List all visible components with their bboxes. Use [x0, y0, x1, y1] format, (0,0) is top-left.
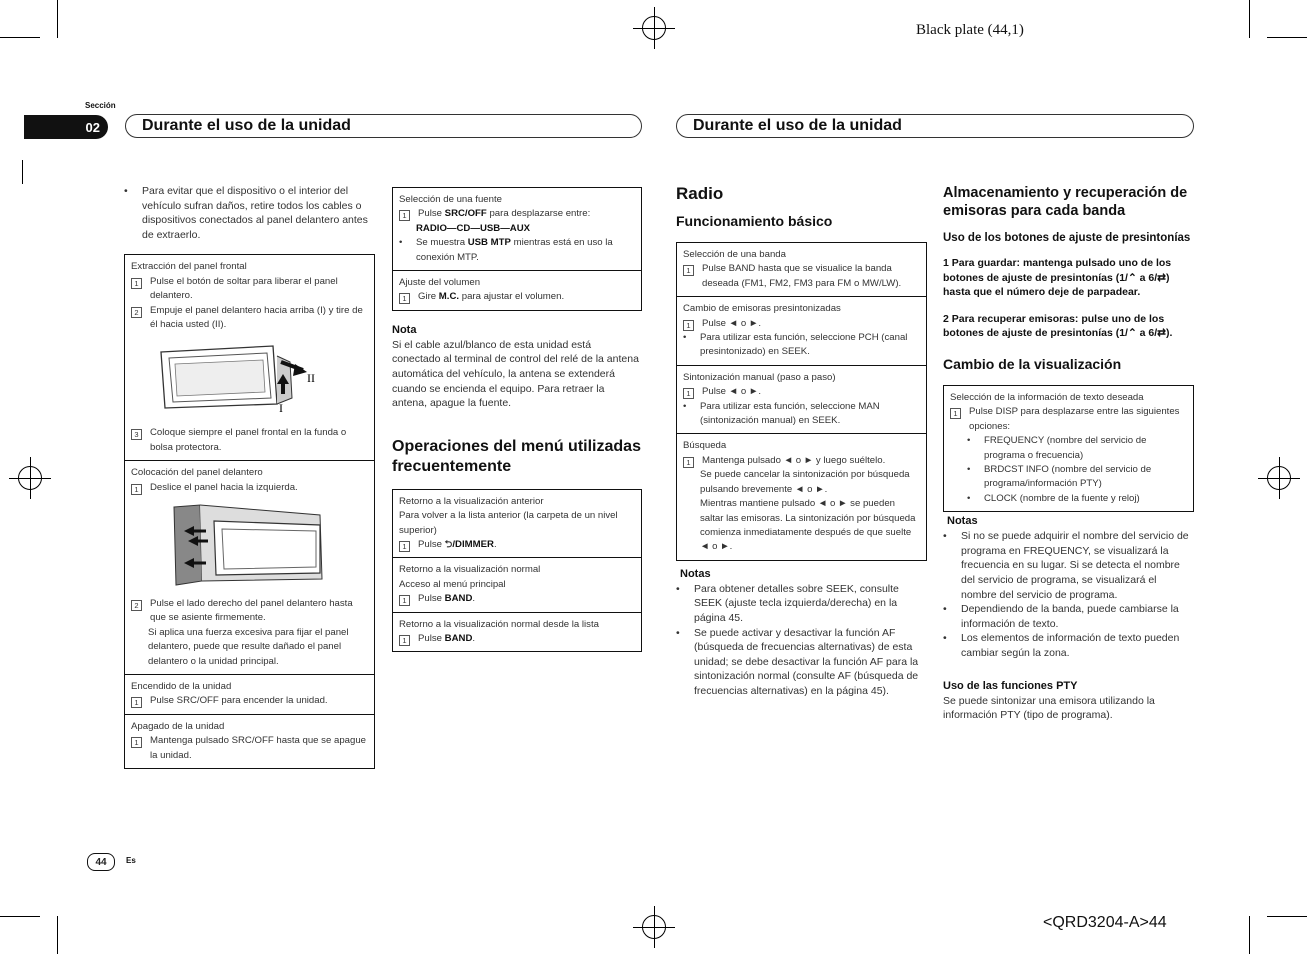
crop-mark — [1249, 916, 1250, 954]
crop-mark — [1249, 0, 1250, 38]
panel-attach-illustration — [170, 501, 330, 591]
menu-heading: Operaciones del menú utilizadas frecuentemente — [392, 437, 641, 475]
document-code: <QRD3204-A>44 — [1043, 914, 1167, 931]
box-title: Extracción del panel frontal — [131, 261, 247, 273]
display-change-heading: Cambio de la visualización — [943, 355, 1122, 372]
notes-heading: Notas — [680, 567, 711, 580]
box-title: Selección de la información de texto deseada — [950, 391, 1144, 403]
box-title: Sintonización manual (paso a paso) — [683, 371, 836, 383]
pty-heading: Uso de las funciones PTY — [943, 679, 1078, 692]
page-number: 44 — [87, 853, 115, 871]
step-1: 1 Para guardar: mantenga pulsado uno de los botones de ajuste de presintonías (1/⌃ a 6/⇄) hasta que el número deje de parpadear. — [943, 257, 1172, 299]
crop-mark — [0, 37, 40, 38]
registration-mark-icon — [18, 466, 42, 490]
box-title: Apagado de la unidad — [131, 720, 225, 732]
crop-mark — [1267, 37, 1307, 38]
language-code: Es — [126, 856, 136, 865]
box-title: Retorno a la visualización anterior — [399, 495, 544, 507]
section-title-left: Durante el uso de la unidad — [125, 114, 642, 138]
instruction-box-radio: Selección de una banda 1 Pulse BAND hasta que se visualice la banda deseada (FM1, FM2, FM3 para FM o MW/LW). Cambio de emisoras presintonizadas 1 Pulse ◄ o ►. • Para utilizar esta función, seleccione PCH (canal presintonizado) en SEEK. Sintonización manual (paso a paso) 1 Pulse ◄ o ►. • Para utilizar esta función, seleccione MAN (sintonización manual) en SEEK. Búsqueda 1 Mantenga pulsado ◄ o ► y luego suéltelo. Se puede cancelar la sintonización por búsqueda pulsando brevemente ◄ o ►. Mientras mantiene pulsado ◄ o ► se pueden saltar las emisoras. La sintonización por búsqueda comienza inmediatamente después de que suelte ◄ o ►. — [676, 242, 927, 561]
box-title: Cambio de emisoras presintonizadas — [683, 303, 841, 315]
radio-heading: Radio — [676, 184, 724, 203]
instruction-box-display: Selección de la información de texto deseada 1 Pulse DISP para desplazarse entre las siguientes opciones: • FREQUENCY (nombre del servicio de programa o frecuencia) • BRDCST INFO (nombre del servicio de programa/información PTY) • CLOCK (nombre de la fuente y reloj) — [943, 385, 1194, 512]
basic-operation-heading: Funcionamiento básico — [676, 213, 833, 229]
panel-removal-illustration — [155, 338, 345, 420]
box-title: Selección de una fuente — [399, 194, 502, 205]
intro-text: Para evitar que el dispositivo o el interior del vehículo sufran daños, retire todos los cables o dispositivos conectados al panel delantero antes de extraerlo. — [142, 185, 368, 241]
registration-mark-icon — [642, 16, 666, 40]
notes-heading: Notas — [947, 515, 978, 528]
note-text: Si el cable azul/blanco de esta unidad está conectado al terminal de control del relé de la antena automática del vehículo, la antena se extenderá cuando se encienda el equipo. Para retraer la antena, apague la fuente. — [392, 338, 639, 410]
column-2 — [392, 187, 642, 652]
step-2: 2 Para recuperar emisoras: pulse uno de los botones de ajuste de presintonías (1/⌃ a 6/⇄). — [943, 312, 1173, 340]
preset-buttons-heading: Uso de los botones de ajuste de presintonías — [943, 232, 1191, 244]
instruction-box-menu: Retorno a la visualización anterior Para volver a la lista anterior (la carpeta de un nivel superior) 1 Pulse ⮌/DIMMER. Retorno a la visualización normal Acceso al menú principal 1 Pulse BAND. Retorno a la visualización normal desde la lista 1 Pulse BAND. — [392, 489, 642, 653]
instruction-box-front-panel: Extracción del panel frontal 1 Pulse el botón de soltar para liberar el panel delantero. 2 Empuje el panel delantero hacia arriba (I) y tire de él hacia usted (II). II I 3 Coloque siempre el panel frontal en la funda o bolsa protectora. Colocación del panel delantero 1 Deslice el panel hacia la izquierda. 2 Pulse el lado derecho del panel delantero hasta que se asiente firmemente. Si aplica una fuerza excesiva para fijar el panel delantero, puede que resulte dañado el panel delantero o la unidad principal. Encendido de la unidad 1 Pulse SRC/OFF para encender la unidad. Apagado de la unidad 1 Mantenga pulsado SRC/OFF hasta que se apague la unidad. — [124, 254, 375, 769]
storage-heading: Almacenamiento y recuperación de emisoras para cada banda — [943, 185, 1188, 219]
column-4: Almacenamiento y recuperación de emisoras para cada banda Uso de los botones de ajuste de presintonías 1 Para guardar: mantenga pulsado uno de los botones de ajuste de presintonías (1/⌃ a 6/⇄) hasta que el número deje de parpadear. 2 Para recuperar emisoras: pulse uno de los botones de ajuste de presintonías (1/⌃ a 6/⇄). Cambio de la visualización Selección de la información de texto deseada 1 Pulse DISP para desplazarse entre las siguientes opciones: • FREQUENCY (nombre del servicio de programa o frecuencia) • BRDCST INFO (nombre del servicio de programa/información PTY) • CLOCK (nombre de la fuente y reloj) Notas • Si no se puede adquirir el nombre del servicio de programa en FREQUENCY, se visualizará la frecuencia en su lugar. Si se detecta el nombre del servicio de programa, se visualizará el nombre del servicio de programa. • Dependiendo de la banda, puede cambiarse la información de texto. • Los elementos de información de texto pueden cambiar según la zona. Uso de las funciones PTY Se puede sintonizar una emisora utilizando la información PTY (tipo de programa). — [943, 184, 1194, 723]
crop-mark — [0, 916, 40, 917]
note-heading: Nota — [392, 323, 417, 336]
section-label: Sección — [85, 101, 116, 110]
plate-label: Black plate (44,1) — [916, 22, 1024, 38]
box-title: Selección de una banda — [683, 249, 786, 260]
box-title: Retorno a la visualización normal desde la lista — [399, 618, 599, 630]
return-icon: ⮌ — [444, 539, 453, 551]
section-number-badge: 02 — [24, 115, 108, 139]
pty-text: Se puede sintonizar una emisora utilizando la información PTY (tipo de programa). — [943, 694, 1155, 722]
crop-mark — [22, 160, 23, 184]
crop-mark — [1267, 916, 1307, 917]
column-3: Radio Funcionamiento básico Selección de una banda 1 Pulse BAND hasta que se visualice la banda deseada (FM1, FM2, FM3 para FM o MW/LW). Cambio de emisoras presintonizadas 1 Pulse ◄ o ►. • Para utilizar esta función, seleccione PCH (canal presintonizado) en SEEK. Sintonización manual (paso a paso) 1 Pulse ◄ o ►. • Para utilizar esta función, seleccione MAN (sintonización manual) en SEEK. Búsqueda 1 Mantenga pulsado ◄ o ► y luego suéltelo. Se puede cancelar la sintonización por búsqueda pulsando brevemente ◄ o ►. Mientras mantiene pulsado ◄ o ► se pueden saltar las emisoras. La sintonización por búsqueda comienza inmediatamente después de que suelte ◄ o ►. Notas • Para obtener detalles sobre SEEK, consulte SEEK (ajuste tecla izquierda/derecha) en la página 45. • Se puede activar y desactivar la función AF (búsqueda de frecuencias alternativas) de esta unidad; se debe desactivar la función AF para la sintonización normal (consulte AF (búsqueda de frecuencias alternativas) en la página 45). — [676, 184, 927, 698]
illus-label-i: I — [278, 401, 283, 416]
instruction-box-source: Selección de una fuente 1 Pulse SRC/OFF para desplazarse entre: RADIO—CD—USB—AUX • Se muestra USB MTP mientras está en uso la conexión MTP. Ajuste del volumen 1 Gire M.C. para ajustar el volumen. — [392, 187, 642, 311]
box-title: Retorno a la visualización normal — [399, 564, 541, 576]
box-title: Ajuste del volumen — [399, 277, 481, 289]
illus-label-ii: II — [306, 371, 315, 386]
box-title: Colocación del panel delantero — [131, 467, 263, 479]
crop-mark — [57, 0, 58, 38]
registration-mark-icon — [1267, 466, 1291, 490]
box-title: Búsqueda — [683, 440, 727, 452]
registration-mark-icon — [642, 915, 666, 939]
source-sequence: RADIO—CD—USB—AUX — [416, 222, 531, 234]
crop-mark — [57, 916, 58, 954]
section-title-right: Durante el uso de la unidad — [676, 114, 1194, 138]
column-1: • Para evitar que el dispositivo o el interior del vehículo sufran daños, retire todos los cables o dispositivos conectados al panel delantero antes de extraerlo. Extracción del panel frontal 1 Pulse el botón de soltar para liberar el panel delantero. 2 Empuje el panel delantero hacia arriba (I) y tire de él hacia usted (II). II I 3 Coloque siempre el panel frontal en la funda o bolsa protectora. Colocación del panel delantero 1 Deslice el panel hacia la izquierda. 2 Pulse el lado derecho del panel delantero hasta que se asiente firmemente. Si aplica una fuerza excesiva para fijar el panel delantero, puede que resulte dañado el panel delantero o la unidad principal. Encendido de la unidad 1 Pulse SRC/OFF para encender la unidad. Apagado de la unidad 1 Mantenga pulsado SRC/OFF hasta que se apague la unidad. — [124, 184, 375, 769]
box-title: Encendido de la unidad — [131, 681, 232, 693]
